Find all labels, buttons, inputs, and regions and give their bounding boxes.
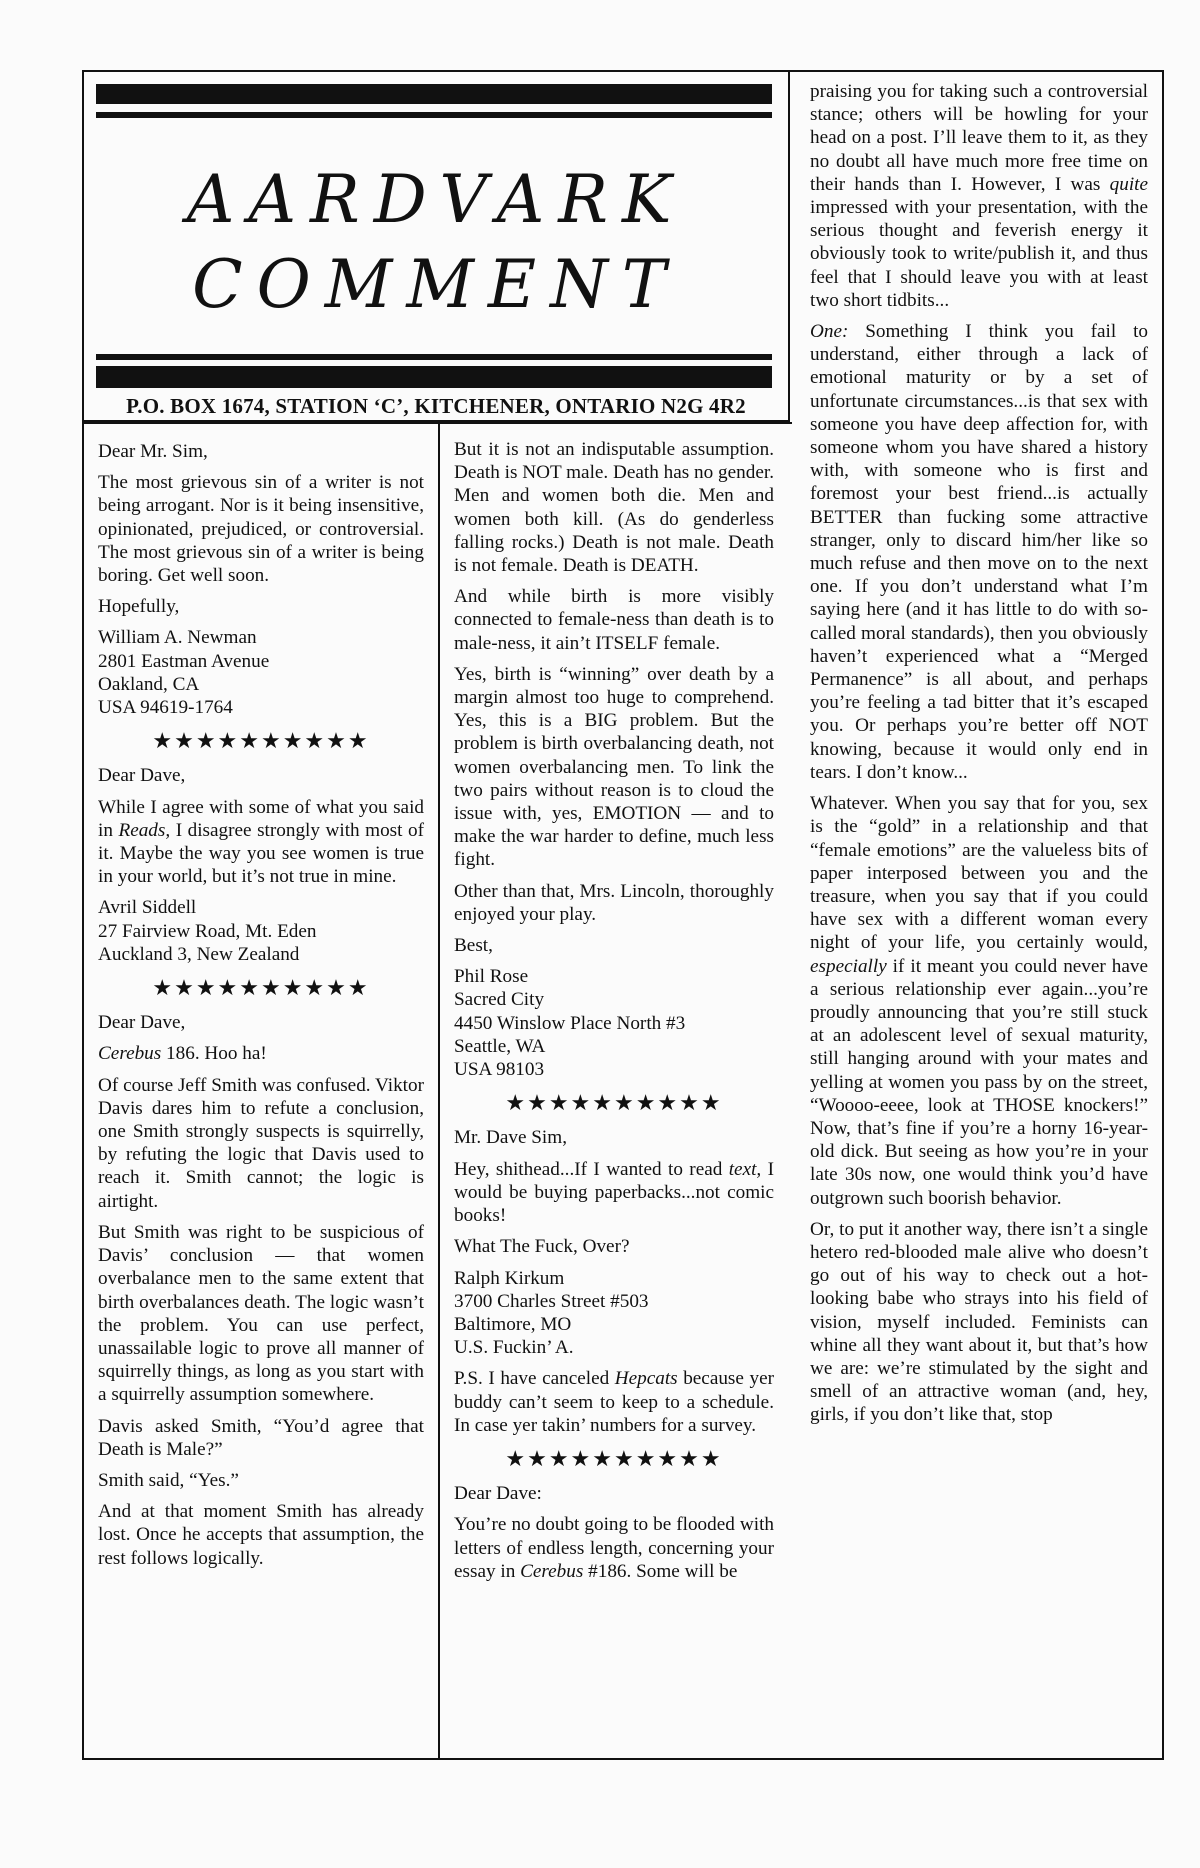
letter3-paragraph: Other than that, Mrs. Lincoln, thoroughly enjoyed your play. <box>454 880 774 925</box>
masthead <box>82 70 790 422</box>
masthead-bar-bottom <box>96 366 772 388</box>
masthead-bar-top-thin <box>96 112 772 118</box>
letter4-signature <box>454 1267 774 1360</box>
signature-line: USA 94619-1764 <box>98 697 233 719</box>
letter4-body: What The Fuck, Over? <box>454 1236 630 1258</box>
letter5-paragraph: You’re no doubt going to be flooded with letters of endless length, concerning your essay in Cerebus #186. Some will be <box>454 1514 774 1582</box>
letter1-body: The most grievous sin of a writer is not being arrogant. Nor is it being insensitive, opinionated, prejudiced, or controversial. The most grievous sin of a writer is being boring. Get well soon. <box>98 472 424 587</box>
masthead-title-line2: COMMENT <box>192 246 680 323</box>
letter3-paragraph: Of course Jeff Smith was confused. Viktor Davis dares him to refute a conclusion, one Smith strongly suspects is squirrelly, by refuting the logic that Davis used to reach it. Smith cannot; the logic is airtight. <box>98 1074 424 1212</box>
letter3-paragraph: Cerebus 186. Hoo ha! <box>98 1043 267 1065</box>
letter4-salutation: Mr. Dave Sim, <box>454 1127 567 1149</box>
letter3-salutation: Dear Dave, <box>98 1012 186 1034</box>
letter5-salutation: Dear Dave: <box>454 1483 542 1505</box>
letter1-salutation: Dear Mr. Sim, <box>98 441 208 462</box>
column-3 <box>792 72 1162 1758</box>
signature-line: 3700 Charles Street #503 <box>454 1290 649 1312</box>
letter3-paragraph: But it is not an indisputable assumption. Death is NOT male. Death has no gender. Men and women both die. Men and women both kill. (As do genderless falling rocks.) Death is not male. Death is not female. Death is DEATH. <box>454 439 774 577</box>
letter1-closing: Hopefully, <box>98 596 180 618</box>
signature-line: Ralph Kirkum <box>454 1267 565 1289</box>
signature-line: 27 Fairview Road, Mt. Eden <box>98 920 317 942</box>
signature-line: Phil Rose <box>454 966 529 988</box>
letter3-paragraph: But Smith was right to be suspicious of Davis’ conclusion — that women overbalance men to the same extent that birth overbalances death. The logic wasn’t the problem. You can use perfect, unassailable logic to prove all manner of squirrelly things, as long as you start with a squirrelly assumption somewhere. <box>98 1221 424 1406</box>
letter3-paragraph: Yes, birth is “winning” over death by a margin almost too huge to comprehend. Yes, this is a BIG problem. But the problem is birth overbalancing death, not women overbalancing men. To link the two pairs without reason is to cloud the issue with, yes, EMOTION — and to make the war harder to define, much less fight. <box>454 663 774 871</box>
letter2-body: While I agree with some of what you said in Reads, I disagree strongly with most of it. Maybe the way you see women is true in your world, but it’s not true in mine. <box>98 796 424 888</box>
letter5-paragraph: praising you for taking such a controversial stance; others will be howling for your head on a post. I’ll leave them to it, as they no doubt all have much more free time on their hands than I. However, I was quite impressed with your presentation, with the serious thought and feverish energy it obviously took to write/publish it, and thus feel that I should leave you with at least two short tidbits... <box>810 81 1148 311</box>
column-1 <box>84 424 440 1758</box>
letter3-paragraph: And while birth is more visibly connected to female-ness than death is to male-ness, it ain’t ITSELF female. <box>454 586 774 654</box>
letter4-body: Hey, shithead...If I wanted to read text, I would be buying paperbacks...not comic books! <box>454 1158 774 1227</box>
signature-line: William A. Newman <box>98 627 257 649</box>
signature-line: 4450 Winslow Place North #3 <box>454 1012 686 1034</box>
signature-line: Auckland 3, New Zealand <box>98 943 300 965</box>
signature-line: USA 98103 <box>454 1059 545 1081</box>
letter2-salutation: Dear Dave, <box>98 765 186 787</box>
letter5-paragraph: Or, to put it another way, there isn’t a single hetero red-blooded male alive who doesn’t go out of his way to check out a hot-looking babe who strays into his field of vision, myself included. Feminists can whine all they want about it, but that’s how we are: we’re stimulated by the sight and smell of an attractive woman (and, hey, girls, if you don’t like that, stop <box>810 1218 1148 1426</box>
letter3-paragraph: Davis asked Smith, “You’d agree that Death is Male?” <box>98 1415 424 1460</box>
letter3-signature <box>454 965 774 1081</box>
star-divider: ★★★★★★★★★★ <box>152 975 370 1001</box>
column-2 <box>440 424 788 1758</box>
mailing-address: P.O. BOX 1674, STATION ‘C’, KITCHENER, ONTARIO N2G 4R2 <box>126 394 746 418</box>
star-divider: ★★★★★★★★★★ <box>152 728 370 754</box>
letter3-paragraph: Smith said, “Yes.” <box>98 1469 239 1491</box>
letter3-closing: Best, <box>454 935 493 957</box>
masthead-bar-bottom-thin <box>96 354 772 360</box>
signature-line: Avril Siddell <box>98 897 197 919</box>
letter5-paragraph: One: Something I think you fail to understand, either through a lack of emotional maturity or by a set of unfortunate circumstances...is that sex with someone you have deep affection for, with someone whom you have shared a history with, with someone who is first and foremost your best friend...is actually BETTER than fucking some attractive stranger, only to discard him/her like so much refuse and then move on to the next one. If you don’t understand what I’m saying here (and it has little to do with so-called moral standards), then you obviously haven’t experienced what a “Merged Permanence” is all about, and perhaps you’re feeling a tad bitter that it’s escaped you. Or perhaps you’re better off NOT knowing, because it would only end in tears. I don’t know... <box>810 321 1148 783</box>
letter3-paragraph: And at that moment Smith has already lost. Once he accepts that assumption, the rest follows logically. <box>98 1501 424 1569</box>
letter2-signature <box>98 896 424 966</box>
star-divider: ★★★★★★★★★★ <box>505 1090 723 1116</box>
masthead-bar-top <box>96 84 772 104</box>
signature-line: Oakland, CA <box>98 673 200 695</box>
signature-line: Sacred City <box>454 989 545 1011</box>
signature-line: U.S. Fuckin’ A. <box>454 1337 574 1359</box>
letter5-paragraph: Whatever. When you say that for you, sex is the “gold” in a relationship and that “female emotions” are the valueless bits of paper interposed between you and the treasure, when you say that if you could have sex with a different woman every night of your life, you certainly would, especially if it meant you could never have a serious relationship ever again...you’re proudly announcing that you’re still stuck at an adolescent level of sexual maturity, still hanging around with your mates and yelling at women you pass by on the street, “Woooo-eeee, look at THOSE knockers!” Now, that’s fine if you’re a horny 16-year-old dick. But seeing as how you’re in your late 30s now, one would think you’d have outgrown such boorish behavior. <box>810 793 1148 1209</box>
masthead-title-line1: AARDVARK <box>186 161 686 238</box>
signature-line: Seattle, WA <box>454 1035 546 1057</box>
letter1-signature <box>98 626 424 719</box>
signature-line: Baltimore, MO <box>454 1313 572 1335</box>
letter4-postscript: P.S. I have canceled Hepcats because yer buddy can’t seem to keep to a schedule. In case yer takin’ numbers for a survey. <box>454 1368 774 1436</box>
star-divider: ★★★★★★★★★★ <box>505 1445 723 1471</box>
signature-line: 2801 Eastman Avenue <box>98 650 270 672</box>
